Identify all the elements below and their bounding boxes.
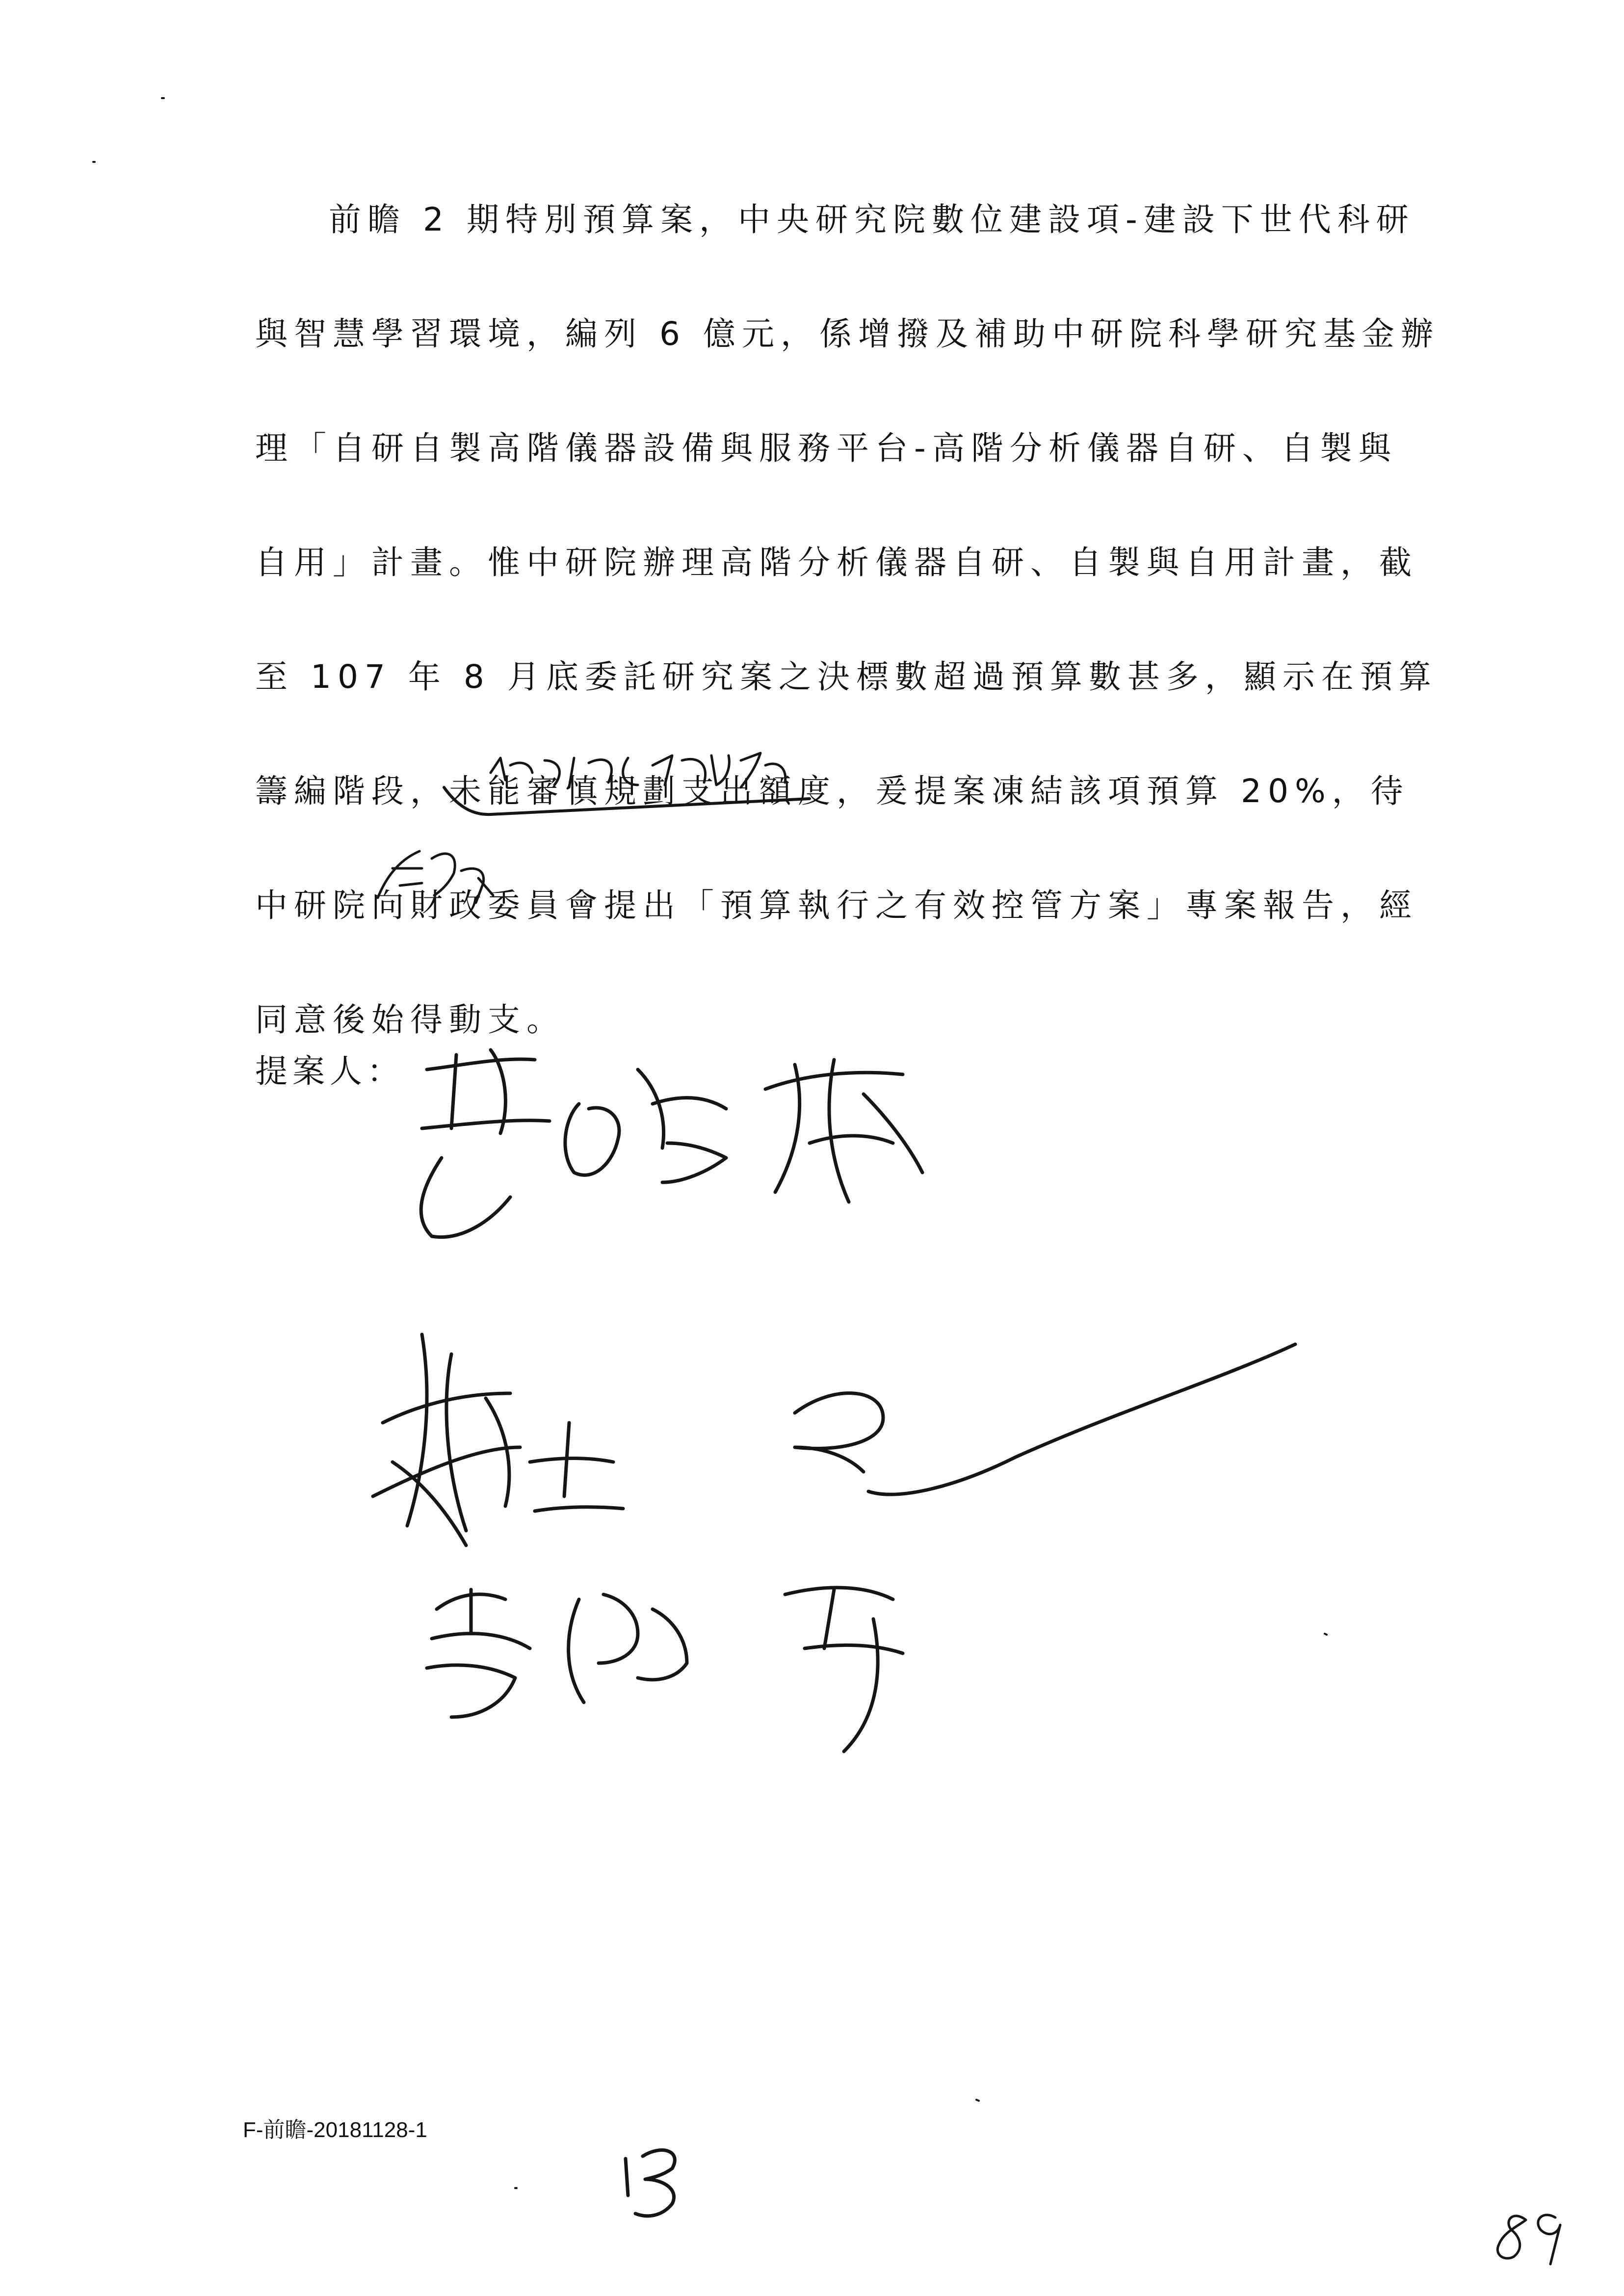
signature-3 — [427, 1588, 903, 1751]
body-line-6: 籌編階段，未能審慎規劃支出額度，爰提案凍結該項預算 20%，待 — [255, 772, 1410, 810]
handwritten-page-number — [626, 2150, 675, 2216]
handwritten-member-insertion — [378, 851, 493, 903]
body-line-4: 自用」計畫。惟中研院辦理高階分析儀器自研、自製與自用計畫，截 — [255, 544, 1418, 581]
body-line-2: 與智慧學習環境，編列 6 億元，係增撥及補助中研院科學研究基金辦 — [255, 315, 1440, 353]
body-line-7: 中研院向財政委員會提出「預算執行之有效控管方案」專案報告，經 — [255, 887, 1418, 924]
handwritten-corner-number — [1497, 2215, 1560, 2264]
signature-1 — [421, 1050, 922, 1237]
signature-2 — [373, 1334, 1295, 1545]
body-line-3: 理「自研自製高階儀器設備與服務平台-高階分析儀器自研、自製與 — [255, 429, 1397, 467]
scan-specks — [93, 98, 1327, 2188]
form-code: F-前瞻-20181128-1 — [243, 2118, 427, 2142]
body-line-8: 同意後始得動支。 — [255, 1001, 565, 1039]
body-line-5: 至 107 年 8 月底委託研究案之決標數超過預算數甚多，顯示在預算 — [255, 658, 1438, 696]
body-line-1: 前瞻 2 期特別預算案，中央研究院數位建設項-建設下世代科研 — [329, 201, 1415, 238]
proposer-label: 提案人： — [255, 1052, 404, 1090]
handwritten-committee-insertion — [444, 753, 810, 814]
